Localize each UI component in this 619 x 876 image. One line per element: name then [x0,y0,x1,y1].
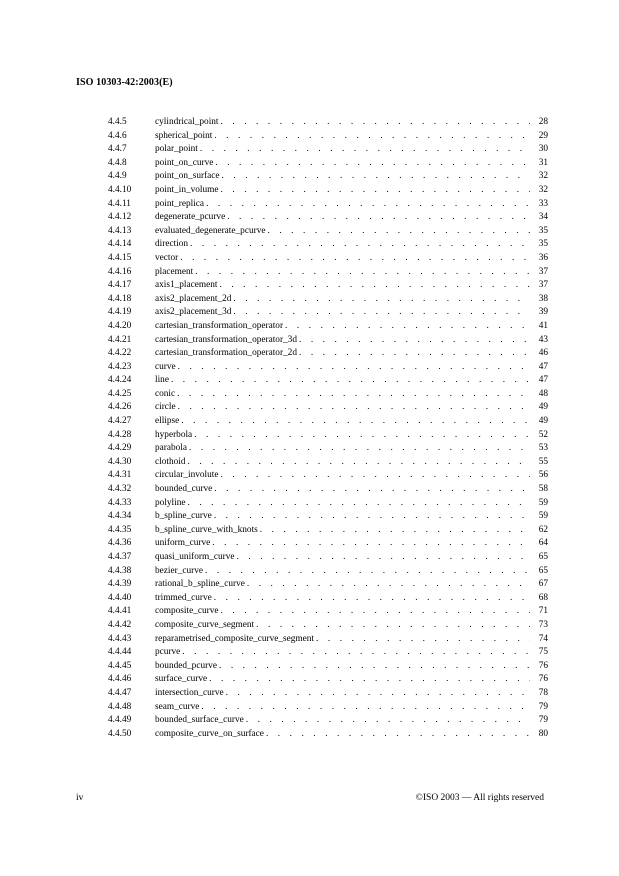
toc-page-number: 31 [538,157,548,168]
toc-entry[interactable] [108,551,548,565]
toc-entry[interactable] [108,701,548,715]
toc-entry-title: cartesian_transformation_operator [155,320,284,331]
toc-section-number: 4.4.37 [108,552,132,562]
toc-section-number: 4.4.11 [108,198,131,209]
toc-entry[interactable] [108,334,548,348]
toc-entry-title: polar_point [155,144,198,155]
toc-dot-leader [187,497,530,511]
footer-copyright: ©ISO 2003 — All rights reserved [415,793,544,803]
toc-dot-leader [182,646,530,660]
toc-entry-title: axis2_placement_2d [155,293,232,304]
toc-section-number: 4.4.8 [108,157,127,168]
toc-section-number: 4.4.46 [108,674,132,685]
toc-section-number: 4.4.38 [108,565,132,576]
toc-page-number: 52 [538,429,548,440]
toc-section-number: 4.4.26 [108,402,132,413]
toc-entry[interactable] [108,619,548,633]
toc-entry[interactable] [108,184,548,198]
toc-entry[interactable] [108,401,548,415]
toc-entry-title: placement [155,266,194,277]
toc-page-number: 62 [538,524,548,535]
toc-entry[interactable] [108,116,548,130]
toc-entry[interactable] [108,347,548,361]
toc-page-number: 39 [538,307,548,318]
toc-dot-leader [221,469,530,483]
toc-page-number: 33 [538,198,548,209]
toc-dot-leader [256,619,530,633]
toc-section-number: 4.4.32 [108,484,132,495]
toc-entry[interactable] [108,429,548,443]
toc-entry[interactable] [108,687,548,701]
toc-dot-leader [221,116,530,130]
toc-entry-title: quasi_uniform_curve [155,552,235,562]
toc-page-number: 79 [538,701,548,712]
toc-dot-leader [316,633,530,647]
toc-dot-leader [190,238,530,252]
toc-section-number: 4.4.30 [108,456,132,467]
toc-entry-title: surface_curve [155,674,208,685]
toc-page-number: 49 [538,416,548,427]
toc-page-number: 35 [538,225,548,236]
toc-entry[interactable] [108,456,548,470]
toc-entry[interactable] [108,524,548,538]
toc-dot-leader [299,334,530,348]
toc-section-number: 4.4.25 [108,388,132,399]
toc-entry-title: conic [155,388,176,399]
toc-entry[interactable] [108,198,548,212]
toc-dot-leader [226,687,530,701]
toc-entry[interactable] [108,592,548,606]
toc-entry-title: curve [155,361,176,372]
toc-entry-title: b_spline_curve [155,511,212,522]
toc-section-number: 4.4.10 [108,184,132,195]
toc-entry-title: hyperbola [155,429,193,440]
toc-section-number: 4.4.35 [108,524,132,535]
toc-section-number: 4.4.13 [108,225,132,236]
toc-section-number: 4.4.9 [108,171,127,182]
toc-entry-title: point_on_curve [155,157,214,168]
toc-section-number: 4.4.42 [108,619,132,630]
toc-page-number: 43 [538,334,548,345]
toc-page-number: 65 [538,565,548,576]
toc-dot-leader [215,157,530,171]
toc-entry[interactable] [108,728,548,742]
toc-page-number: 59 [538,497,548,508]
toc-dot-leader [233,293,530,307]
toc-entry[interactable] [108,211,548,225]
toc-entry-title: composite_curve [155,606,219,617]
toc-dot-leader [246,714,530,728]
toc-dot-leader [205,565,530,579]
toc-section-number: 4.4.31 [108,470,132,481]
toc-page-number: 53 [538,443,548,454]
toc-dot-leader [180,252,530,266]
toc-section-number: 4.4.44 [108,647,132,658]
toc-entry-title: reparametrised_composite_curve_segment [155,633,315,644]
toc-entry-title: seam_curve [155,701,200,712]
toc-entry-title: ellipse [155,416,180,427]
toc-section-number: 4.4.39 [108,579,132,590]
toc-dot-leader [194,429,530,443]
footer-page-number: iv [76,793,84,803]
toc-section-number: 4.4.29 [108,443,132,454]
toc-entry-title: clothoid [155,456,186,467]
toc-page-number: 74 [538,633,548,644]
toc-page-number: 36 [538,252,548,263]
toc-page-number: 75 [538,647,548,658]
toc-entry[interactable] [108,361,548,375]
toc-section-number: 4.4.5 [108,117,127,127]
toc-entry[interactable] [108,510,548,524]
toc-entry-title: bounded_pcurve [155,660,217,671]
toc-dot-leader [233,306,530,320]
toc-entry[interactable] [108,415,548,429]
toc-section-number: 4.4.16 [108,266,132,277]
toc-section-number: 4.4.27 [108,416,132,427]
toc-section-number: 4.4.14 [108,239,132,250]
toc-page-number: 73 [538,619,548,630]
toc-section-number: 4.4.7 [108,144,127,155]
toc-dot-leader [260,524,530,538]
toc-section-number: 4.4.41 [108,606,132,617]
toc-entry[interactable] [108,565,548,579]
toc-page-number: 48 [538,388,548,399]
toc-entry-title: composite_curve_on_surface [155,728,264,739]
toc-page-number: 37 [538,266,548,277]
toc-entry[interactable] [108,266,548,280]
toc-entry-title: axis2_placement_3d [155,307,232,318]
toc-entry-title: evaluated_degenerate_pcurve [155,225,266,236]
toc-entry[interactable] [108,442,548,456]
toc-section-number: 4.4.28 [108,429,132,440]
toc-dot-leader [178,401,530,415]
toc-dot-leader [206,198,530,212]
toc-dot-leader [237,551,530,565]
toc-dot-leader [267,225,530,239]
toc-page-number: 56 [538,470,548,481]
toc-section-number: 4.4.50 [108,728,132,739]
toc-entry[interactable] [108,646,548,660]
toc-entry-title: point_replica [155,198,205,209]
toc-section-number: 4.4.49 [108,715,132,726]
toc-dot-leader [221,605,530,619]
toc-page-number: 55 [538,456,548,467]
toc-section-number: 4.4.33 [108,497,132,508]
toc-entry[interactable] [108,157,548,171]
toc-page-number: 47 [538,375,548,386]
toc-section-number: 4.4.19 [108,307,132,318]
toc-entry[interactable] [108,660,548,674]
toc-page-number: 38 [538,293,548,304]
toc-dot-leader [177,388,530,402]
toc-entry[interactable] [108,306,548,320]
toc-entry-title: spherical_point [155,130,213,141]
toc-page-number: 41 [538,320,548,331]
toc-page-number: 47 [538,361,548,372]
toc-entry[interactable] [108,374,548,388]
toc-entry[interactable] [108,483,548,497]
toc-dot-leader [200,143,530,157]
toc-page-number: 32 [538,171,548,182]
toc-entry[interactable] [108,605,548,619]
toc-dot-leader [214,592,530,606]
toc-section-number: 4.4.22 [108,348,132,359]
toc-entry[interactable] [108,497,548,511]
toc-entry-title: uniform_curve [155,538,211,549]
toc-entry-title: cartesian_transformation_operator_3d [155,334,297,345]
toc-entry-title: cylindrical_point [155,117,219,127]
toc-dot-leader [195,266,530,280]
toc-entry[interactable] [108,143,548,157]
toc-page-number: 76 [538,660,548,671]
toc-section-number: 4.4.47 [108,687,132,698]
table-of-contents [108,116,548,741]
toc-entry[interactable] [108,578,548,592]
toc-section-number: 4.4.17 [108,280,132,291]
toc-entry[interactable] [108,225,548,239]
toc-entry-title: trimmed_curve [155,592,212,603]
toc-page-number: 37 [538,280,548,291]
toc-section-number: 4.4.24 [108,375,132,386]
toc-entry-title: bezier_curve [155,565,204,576]
toc-dot-leader [247,578,530,592]
toc-entry[interactable] [108,633,548,647]
toc-dot-leader [266,728,530,742]
toc-page-number: 68 [538,592,548,603]
toc-section-number: 4.4.36 [108,538,132,549]
toc-page-number: 32 [538,184,548,195]
toc-page-number: 35 [538,239,548,250]
toc-entry[interactable] [108,130,548,144]
toc-dot-leader [219,279,530,293]
toc-section-number: 4.4.34 [108,511,132,522]
toc-section-number: 4.4.21 [108,334,132,345]
toc-dot-leader [221,184,530,198]
toc-page-number: 49 [538,402,548,413]
toc-dot-leader [219,660,530,674]
toc-entry-title: line [155,375,169,386]
toc-entry-title: bounded_surface_curve [155,715,244,726]
toc-section-number: 4.4.45 [108,660,132,671]
toc-dot-leader [214,483,530,497]
toc-entry-title: intersection_curve [155,687,224,698]
toc-dot-leader [178,361,530,375]
toc-entry[interactable] [108,170,548,184]
toc-page-number: 76 [538,674,548,685]
toc-entry-title: point_on_surface [155,171,220,182]
toc-page-number: 34 [538,212,548,223]
toc-page-number: 64 [538,538,548,549]
toc-dot-leader [227,211,530,225]
document-id-header: ISO 10303-42:2003(E) [76,77,173,88]
toc-entry[interactable] [108,388,548,402]
toc-entry[interactable] [108,537,548,551]
toc-entry[interactable] [108,293,548,307]
toc-dot-leader [214,130,530,144]
toc-page-number: 78 [538,687,548,698]
toc-page-number: 28 [538,117,548,127]
toc-entry[interactable] [108,238,548,252]
toc-dot-leader [189,442,530,456]
toc-entry-title: pcurve [155,647,181,658]
toc-dot-leader [285,320,530,334]
toc-entry-title: axis1_placement [155,280,218,291]
toc-page-number: 71 [538,606,548,617]
toc-entry-title: bounded_curve [155,484,213,495]
toc-entry-title: polyline [155,497,186,508]
toc-entry-title: direction [155,239,189,250]
toc-page-number: 65 [538,552,548,562]
toc-dot-leader [214,510,530,524]
toc-page-number: 59 [538,511,548,522]
toc-entry[interactable] [108,714,548,728]
toc-entry-title: composite_curve_segment [155,619,255,630]
toc-dot-leader [181,415,530,429]
toc-entry[interactable] [108,279,548,293]
toc-page-number: 58 [538,484,548,495]
toc-page-number: 80 [538,728,548,739]
toc-section-number: 4.4.20 [108,320,132,331]
toc-dot-leader [201,701,530,715]
toc-entry-title: circular_involute [155,470,219,481]
toc-section-number: 4.4.43 [108,633,132,644]
toc-section-number: 4.4.23 [108,361,132,372]
toc-page-number: 29 [538,130,548,141]
toc-page-number: 46 [538,348,548,359]
toc-entry-title: vector [155,252,179,263]
toc-entry-title: parabola [155,443,188,454]
toc-dot-leader [222,170,530,184]
toc-section-number: 4.4.40 [108,592,132,603]
toc-entry-title: b_spline_curve_with_knots [155,524,258,535]
toc-entry-title: cartesian_transformation_operator_2d [155,348,297,359]
toc-entry-title: degenerate_pcurve [155,212,226,223]
toc-entry[interactable] [108,673,548,687]
toc-page-number: 30 [538,144,548,155]
toc-entry-title: point_in_volume [155,184,219,195]
toc-entry-title: rational_b_spline_curve [155,579,245,590]
toc-section-number: 4.4.12 [108,212,132,223]
toc-entry[interactable] [108,320,548,334]
toc-section-number: 4.4.18 [108,293,132,304]
toc-dot-leader [299,347,530,361]
toc-dot-leader [171,374,530,388]
toc-entry[interactable] [108,252,548,266]
toc-section-number: 4.4.15 [108,252,132,263]
toc-page-number: 79 [538,715,548,726]
toc-section-number: 4.4.48 [108,701,132,712]
toc-dot-leader [212,537,530,551]
toc-dot-leader [187,456,530,470]
toc-entry[interactable] [108,469,548,483]
toc-section-number: 4.4.6 [108,130,127,141]
toc-entry-title: circle [155,402,176,413]
toc-page-number: 67 [538,579,548,590]
toc-dot-leader [209,673,530,687]
